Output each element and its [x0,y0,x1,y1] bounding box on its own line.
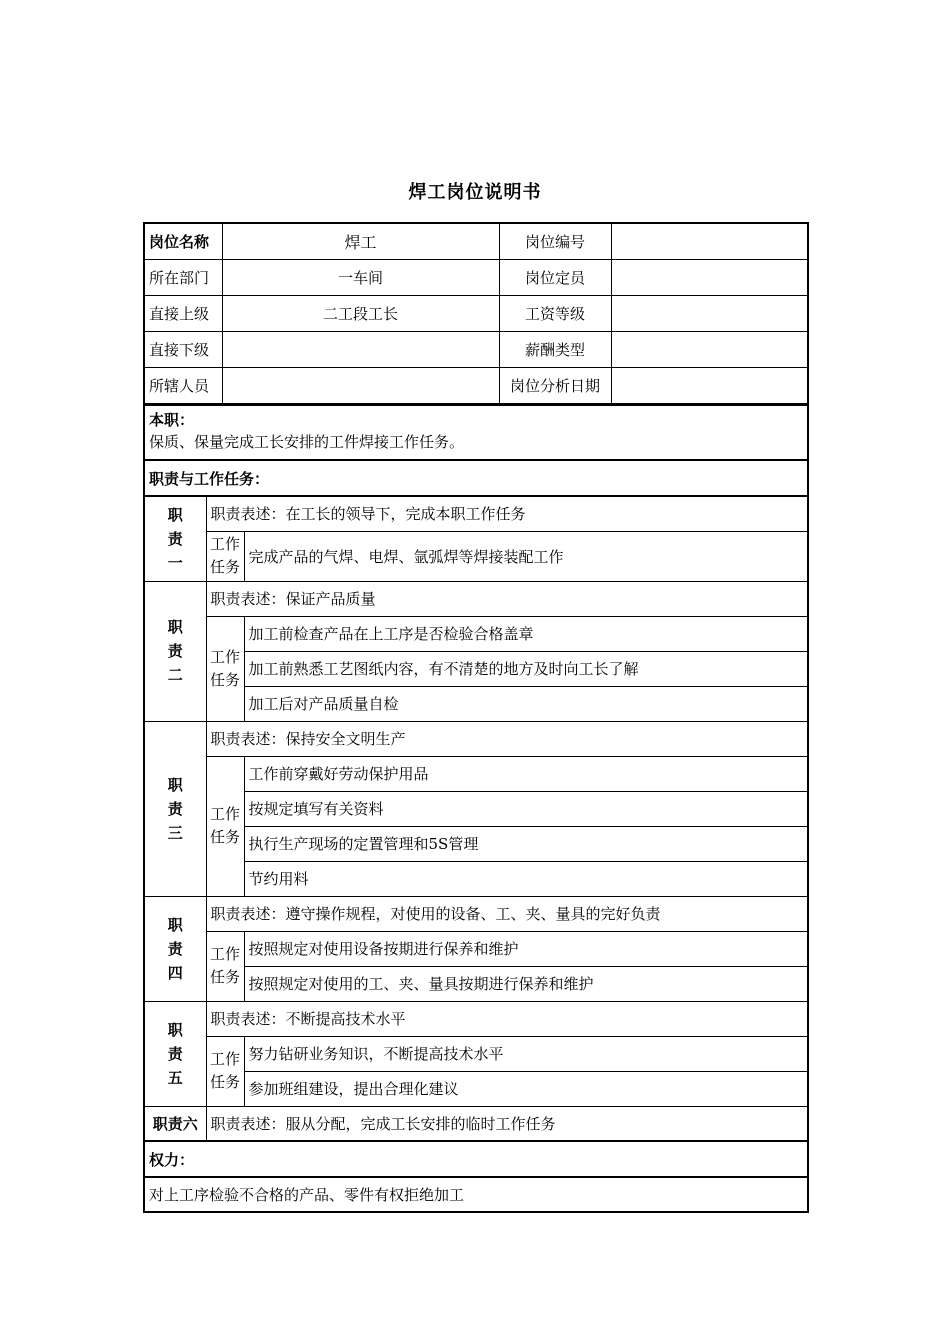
info-value [611,296,808,332]
info-value: 焊工 [222,223,499,260]
duties-table [143,405,809,1213]
info-label: 岗位编号 [499,223,611,260]
info-label: 所在部门 [144,260,222,296]
info-value [222,368,499,405]
task-item: 按照规定对使用的工、夹、量具按期进行保养和维护 [244,966,808,1001]
info-value [611,332,808,368]
info-row [144,332,808,368]
basic-info-table [143,222,809,405]
duty-name: 职责六 [144,1106,206,1141]
job-description-form [143,222,807,1213]
task-item: 努力钻研业务知识，不断提高技术水平 [244,1036,808,1071]
task-item: 参加班组建设，提出合理化建议 [244,1071,808,1106]
duty-statement: 职责表述：保证产品质量 [206,581,808,616]
duty-name: 职 责 一 [144,496,206,581]
info-label: 岗位名称 [144,223,222,260]
info-row [144,260,808,296]
info-label: 所辖人员 [144,368,222,405]
info-label: 岗位定员 [499,260,611,296]
task-item: 工作前穿戴好劳动保护用品 [244,756,808,791]
duty-statement: 职责表述：遵守操作规程，对使用的设备、工、夹、量具的完好负责 [206,896,808,931]
task-label: 工作 任务 [206,931,244,1001]
task-label: 工作 任务 [206,616,244,721]
info-value: 一车间 [222,260,499,296]
duty-statement: 职责表述：服从分配，完成工长安排的临时工作任务 [206,1106,808,1141]
page-title: 焊工岗位说明书 [408,182,542,203]
power-text: 对上工序检验不合格的产品、零件有权拒绝加工 [144,1177,808,1212]
power-section-label: 权力： [144,1141,808,1177]
info-label: 直接下级 [144,332,222,368]
task-item: 节约用料 [244,861,808,896]
task-label: 工作 任务 [206,531,244,581]
task-item: 按照规定对使用设备按期进行保养和维护 [244,931,808,966]
duty-name: 职 责 二 [144,581,206,721]
info-label: 薪酬类型 [499,332,611,368]
task-item: 加工后对产品质量自检 [244,686,808,721]
info-row [144,296,808,332]
tasks-section-label: 职责与工作任务： [144,460,808,496]
duty-name: 职 责 五 [144,1001,206,1106]
info-label: 工资等级 [499,296,611,332]
duty-name: 职 责 三 [144,721,206,896]
main-duty-label: 本职： [149,411,195,429]
task-item: 执行生产现场的定置管理和5S管理 [244,826,808,861]
duty-statement: 职责表述：保持安全文明生产 [206,721,808,756]
info-row [144,368,808,405]
duty-statement: 职责表述：在工长的领导下，完成本职工作任务 [206,496,808,531]
main-duty-row [144,406,808,461]
task-label: 工作 任务 [206,756,244,896]
task-item: 完成产品的气焊、电焊、氩弧焊等焊接装配工作 [244,531,808,581]
duty-name: 职 责 四 [144,896,206,1001]
info-label: 直接上级 [144,296,222,332]
info-value [222,332,499,368]
task-item: 按规定填写有关资料 [244,791,808,826]
info-label: 岗位分析日期 [499,368,611,405]
task-item: 加工前检查产品在上工序是否检验合格盖章 [244,616,808,651]
info-value [611,223,808,260]
task-item: 加工前熟悉工艺图纸内容，有不清楚的地方及时向工长了解 [244,651,808,686]
main-duty-text: 保质、保量完成工长安排的工件焊接工作任务。 [149,433,465,451]
info-row [144,223,808,260]
info-value [611,260,808,296]
task-label: 工作 任务 [206,1036,244,1106]
info-value [611,368,808,405]
duty-statement: 职责表述：不断提高技术水平 [206,1001,808,1036]
info-value: 二工段工长 [222,296,499,332]
